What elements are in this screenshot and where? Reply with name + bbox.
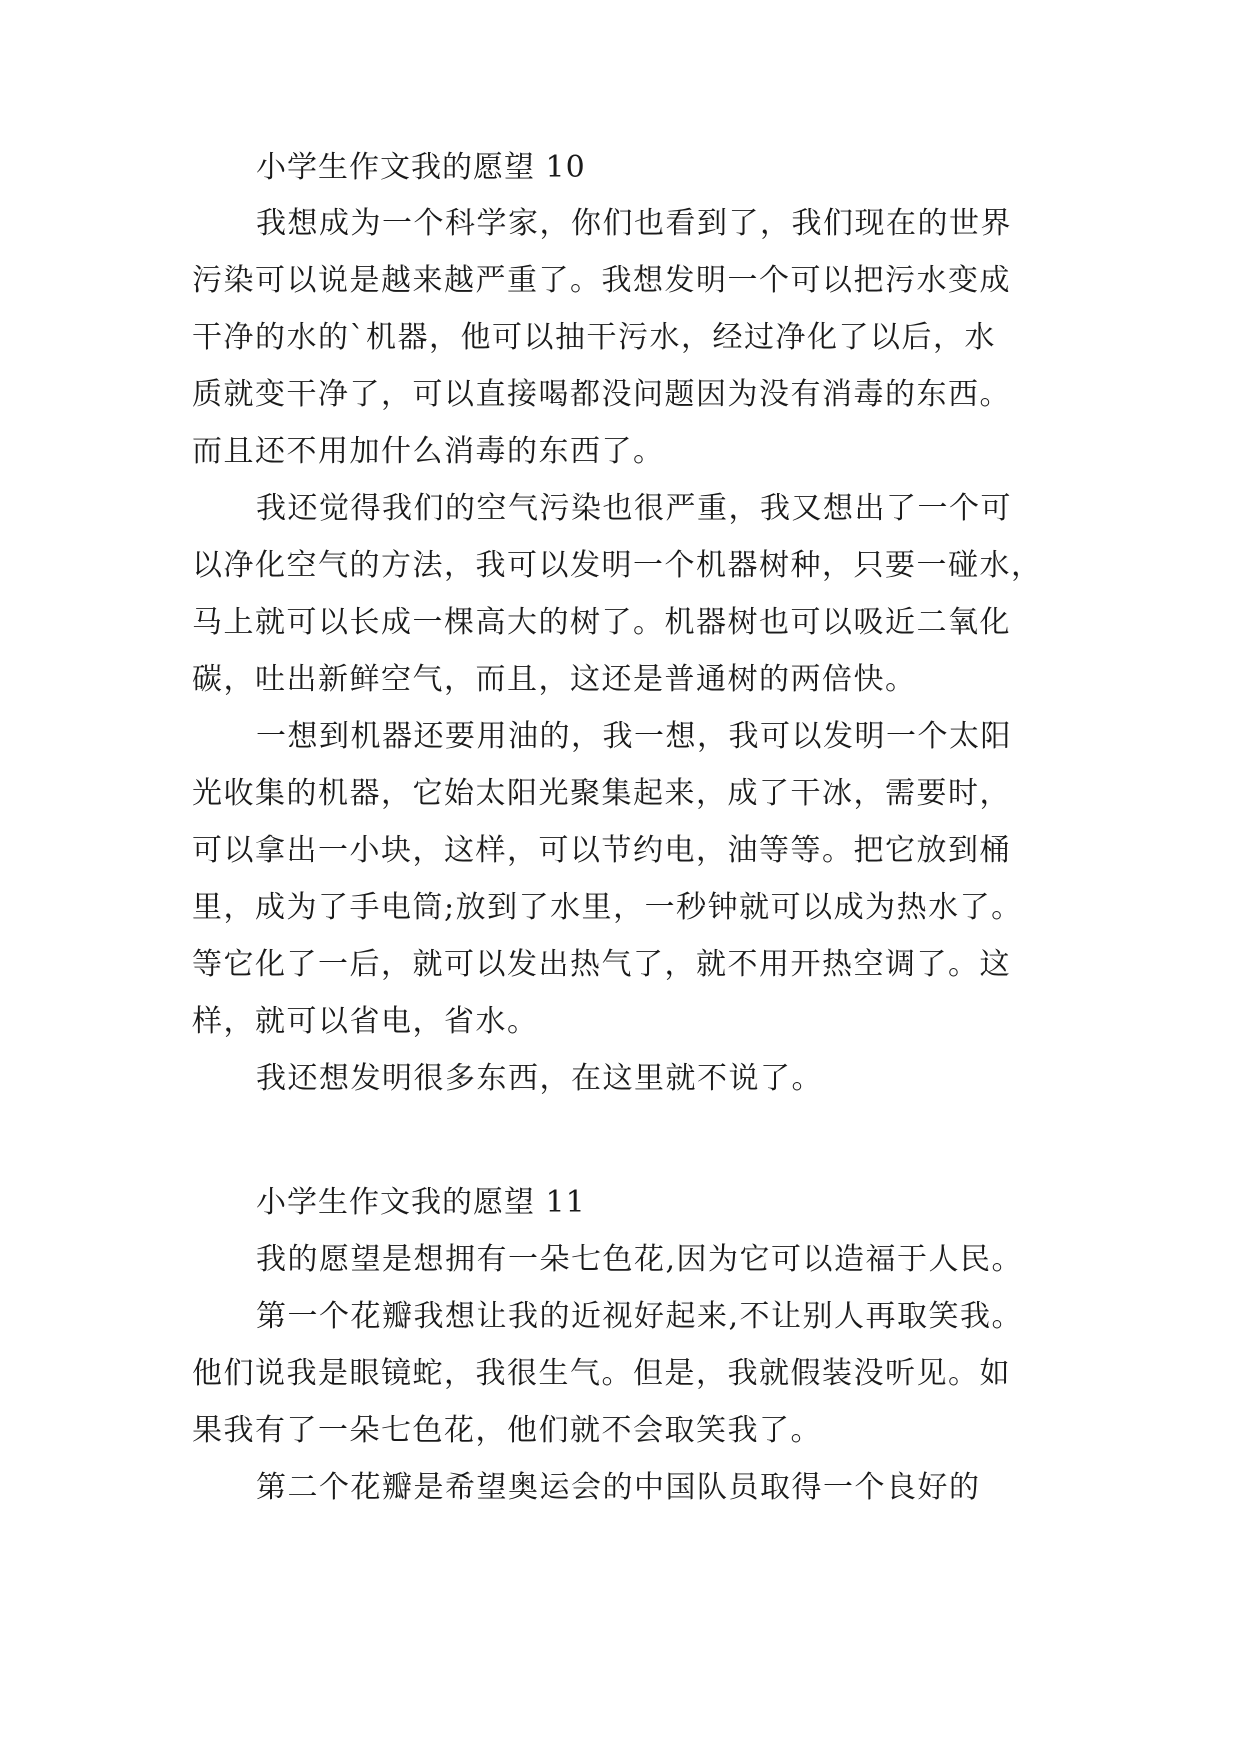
- paragraph-line: 第一个花瓣我想让我的近视好起来,不让别人再取笑我。: [256, 1299, 1024, 1334]
- paragraph-line: 干净的水的`机器，他可以抽干污水，经过净化了以后，水: [192, 320, 996, 355]
- paragraph-line: 碳，吐出新鲜空气，而且，这还是普通树的两倍快。: [192, 662, 917, 697]
- paragraph-line: 第二个花瓣是希望奥运会的中国队员取得一个良好的: [256, 1470, 981, 1505]
- paragraph-line: 而且还不用加什么消毒的东西了。: [192, 434, 665, 469]
- paragraph-line: 马上就可以长成一棵高大的树了。机器树也可以吸近二氧化: [192, 605, 1011, 640]
- paragraph-line: 样，就可以省电，省水。: [192, 1004, 539, 1039]
- paragraph-line: 光收集的机器，它始太阳光聚集起来，成了干冰，需要时，: [192, 776, 1011, 811]
- paragraph-line: 果我有了一朵七色花，他们就不会取笑我了。: [192, 1413, 822, 1448]
- paragraph-line: 质就变干净了，可以直接喝都没问题因为没有消毒的东西。: [192, 377, 1011, 412]
- paragraph-line: 我想成为一个科学家，你们也看到了，我们现在的世界: [256, 206, 1012, 241]
- paragraph-line: 我的愿望是想拥有一朵七色花,因为它可以造福于人民。: [256, 1242, 1024, 1277]
- paragraph-line: 可以拿出一小块，这样，可以节约电，油等等。把它放到桶: [192, 833, 1011, 868]
- paragraph-line: 我还觉得我们的空气污染也很严重，我又想出了一个可: [256, 491, 1012, 526]
- paragraph-line: 他们说我是眼镜蛇，我很生气。但是，我就假装没听见。如: [192, 1356, 1011, 1391]
- paragraph-line: 里，成为了手电筒;放到了水里，一秒钟就可以成为热水了。: [192, 890, 1023, 925]
- essay-title: 小学生作文我的愿望 11: [256, 1185, 586, 1220]
- paragraph-line: 污染可以说是越来越严重了。我想发明一个可以把污水变成: [192, 263, 1011, 298]
- paragraph-line: 以净化空气的方法，我可以发明一个机器树种，只要一碰水，: [192, 548, 1043, 583]
- paragraph-line: 一想到机器还要用油的，我一想，我可以发明一个太阳: [256, 719, 1012, 754]
- essay-title: 小学生作文我的愿望 10: [256, 150, 586, 185]
- paragraph-line: 我还想发明很多东西，在这里就不说了。: [256, 1061, 823, 1096]
- paragraph-line: 等它化了一后，就可以发出热气了，就不用开热空调了。这: [192, 947, 1011, 982]
